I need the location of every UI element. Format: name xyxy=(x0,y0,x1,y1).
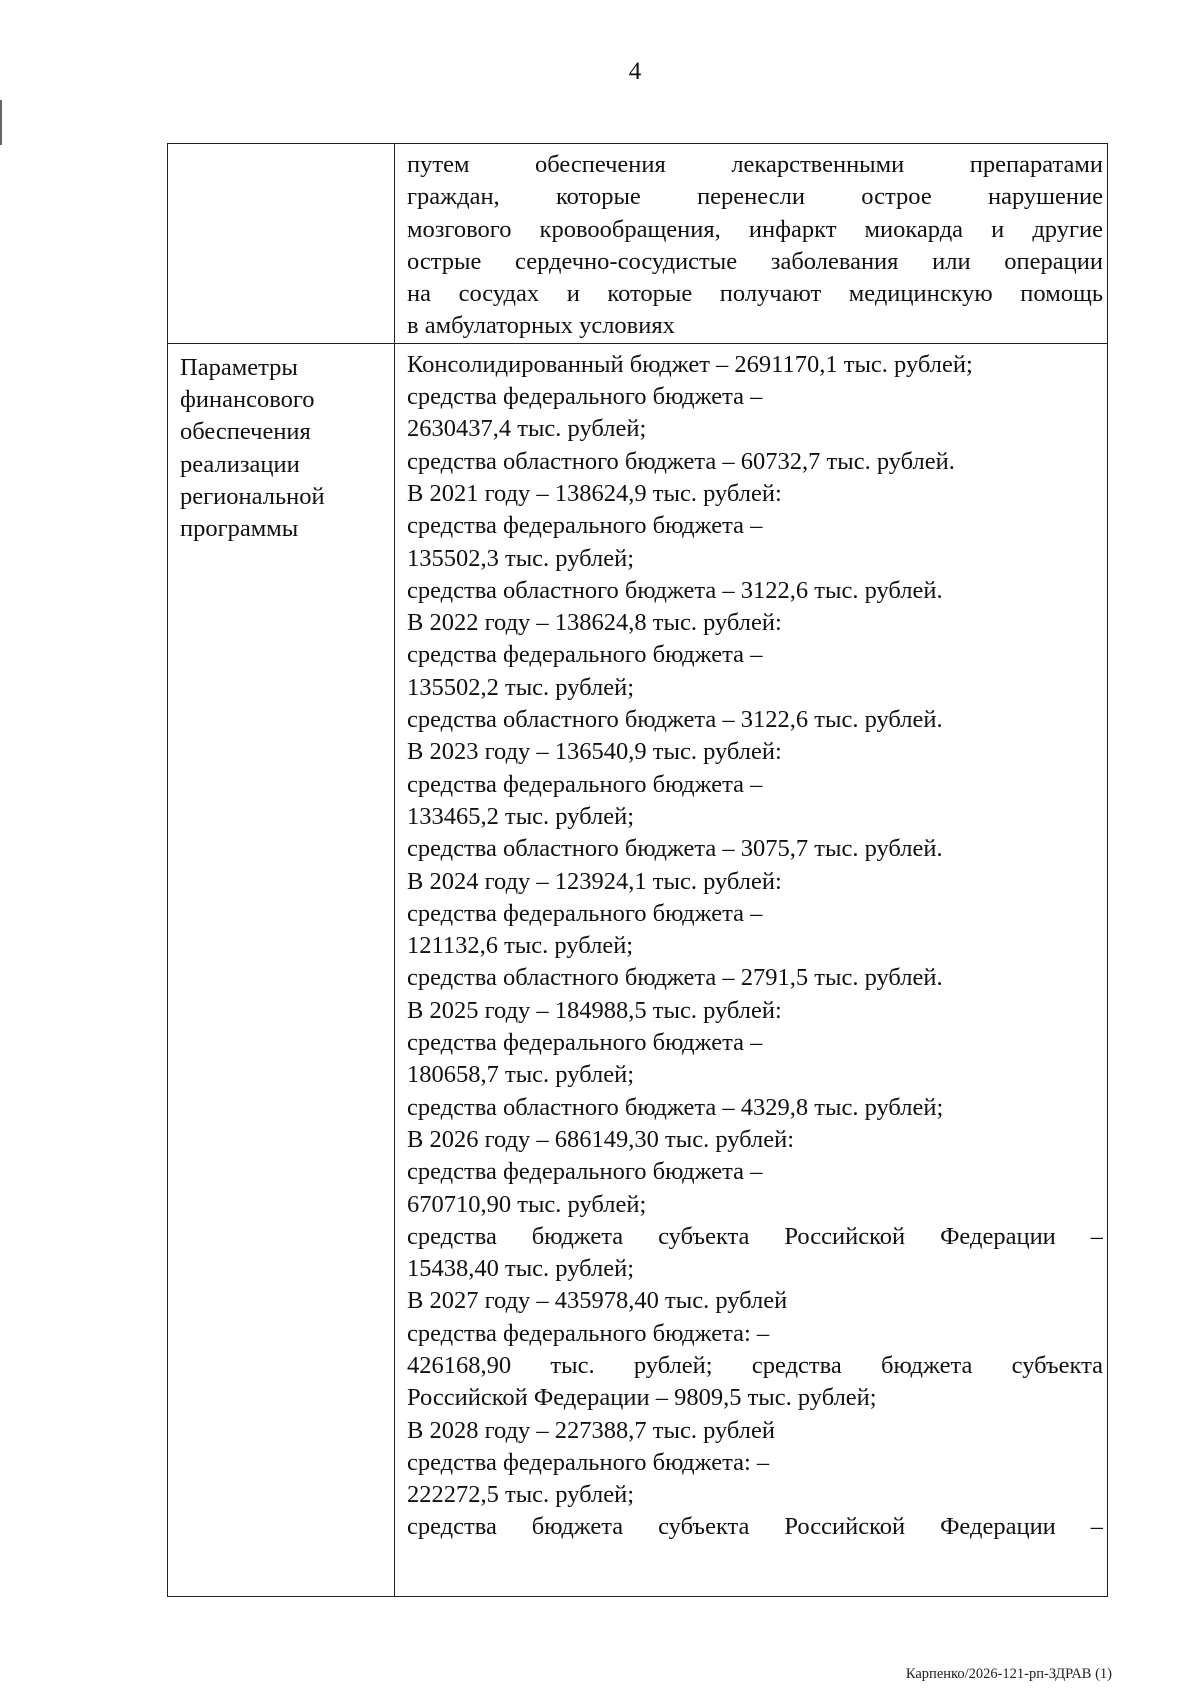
text-line: средства областного бюджета – 4329,8 тыс. рублей; xyxy=(407,1093,944,1121)
row-content-text xyxy=(395,344,1107,1544)
text-line: средства областного бюджета – 2791,5 тыс. рублей. xyxy=(407,964,943,992)
page-number: 4 xyxy=(628,58,642,85)
text-line: средства федерального бюджета – xyxy=(407,1158,763,1186)
text-line: В 2027 году – 435978,40 тыс. рублей xyxy=(407,1287,788,1315)
table-row-continuation xyxy=(168,144,1108,344)
text-line: средства федерального бюджета: – xyxy=(407,1319,770,1347)
text-line: 121132,6 тыс. рублей; xyxy=(407,932,634,960)
text-line: региональной xyxy=(180,482,325,510)
text-line: 2630437,4 тыс. рублей; xyxy=(407,415,647,443)
text-line: В 2022 году – 138624,8 тыс. рублей: xyxy=(407,609,782,637)
text-line: 133465,2 тыс. рублей; xyxy=(407,802,635,830)
row-content-text xyxy=(395,144,1107,343)
text-line: реализации xyxy=(180,450,300,478)
text-line: 135502,2 тыс. рублей; xyxy=(407,673,635,701)
row-label-text xyxy=(168,344,394,546)
text-line: 222272,5 тыс. рублей; xyxy=(407,1481,635,1509)
text-line: В 2026 году – 686149,30 тыс. рублей: xyxy=(407,1125,795,1153)
row-label-cell xyxy=(168,343,395,1596)
text-line: средства областного бюджета – 60732,7 тыс. рублей. xyxy=(407,447,955,475)
row-content-cell xyxy=(395,144,1108,344)
text-line: средства федерального бюджета: – xyxy=(407,1448,770,1476)
text-line: программы xyxy=(180,515,299,543)
text-line: 180658,7 тыс. рублей; xyxy=(407,1061,635,1089)
text-line: Российской Федерации – 9809,5 тыс. рублей; xyxy=(407,1384,877,1412)
text-line: финансового xyxy=(180,386,315,414)
text-line: В 2025 году – 184988,5 тыс. рублей: xyxy=(407,996,782,1024)
table-row-financing xyxy=(168,343,1108,1596)
text-line: Параметры xyxy=(180,353,298,381)
text-line: средства бюджета субъекта Российской Федерации – xyxy=(407,1513,1103,1541)
text-line: средства федерального бюджета – xyxy=(407,641,763,669)
text-line: 15438,40 тыс. рублей; xyxy=(407,1255,635,1283)
program-passport-table xyxy=(167,143,1108,1597)
text-line: В 2024 году – 123924,1 тыс. рублей: xyxy=(407,867,782,895)
text-line: на сосудах и которые получают медицинскую помощь xyxy=(407,280,1103,308)
text-line: острые сердечно-сосудистые заболевания или операции xyxy=(407,247,1103,275)
text-line: средства федерального бюджета – xyxy=(407,770,763,798)
text-line: в амбулаторных условиях xyxy=(407,312,675,340)
text-line: средства областного бюджета – 3075,7 тыс. рублей. xyxy=(407,835,943,863)
text-line: средства федерального бюджета – xyxy=(407,1029,763,1057)
row-label-cell xyxy=(168,144,395,344)
text-line: 670710,90 тыс. рублей; xyxy=(407,1190,647,1218)
text-line: средства областного бюджета – 3122,6 тыс. рублей. xyxy=(407,706,943,734)
document-reference: Карпенко/2026-121-рп-ЗДРАВ (1) xyxy=(905,1666,1112,1682)
text-line: 426168,90 тыс. рублей; средства бюджета субъекта xyxy=(407,1351,1103,1379)
scan-margin-mark xyxy=(0,100,2,145)
text-line: средства федерального бюджета – xyxy=(407,512,763,540)
text-line: путем обеспечения лекарственными препаратами xyxy=(407,151,1103,178)
text-line: 135502,3 тыс. рублей; xyxy=(407,544,635,572)
text-line: В 2028 году – 227388,7 тыс. рублей xyxy=(407,1416,776,1444)
text-line: В 2023 году – 136540,9 тыс. рублей: xyxy=(407,738,782,766)
text-line: средства областного бюджета – 3122,6 тыс. рублей. xyxy=(407,576,943,604)
text-line: Консолидированный бюджет – 2691170,1 тыс. рублей; xyxy=(407,350,973,378)
text-line: мозгового кровообращения, инфаркт миокарда и другие xyxy=(407,215,1103,243)
text-line: обеспечения xyxy=(180,418,311,446)
text-line: средства федерального бюджета – xyxy=(407,899,763,927)
text-line: средства федерального бюджета – xyxy=(407,383,763,411)
text-line: В 2021 году – 138624,9 тыс. рублей: xyxy=(407,479,782,507)
text-line: средства бюджета субъекта Российской Федерации – xyxy=(407,1222,1103,1250)
row-content-cell xyxy=(395,343,1108,1596)
text-line: граждан, которые перенесли острое нарушение xyxy=(407,183,1103,211)
